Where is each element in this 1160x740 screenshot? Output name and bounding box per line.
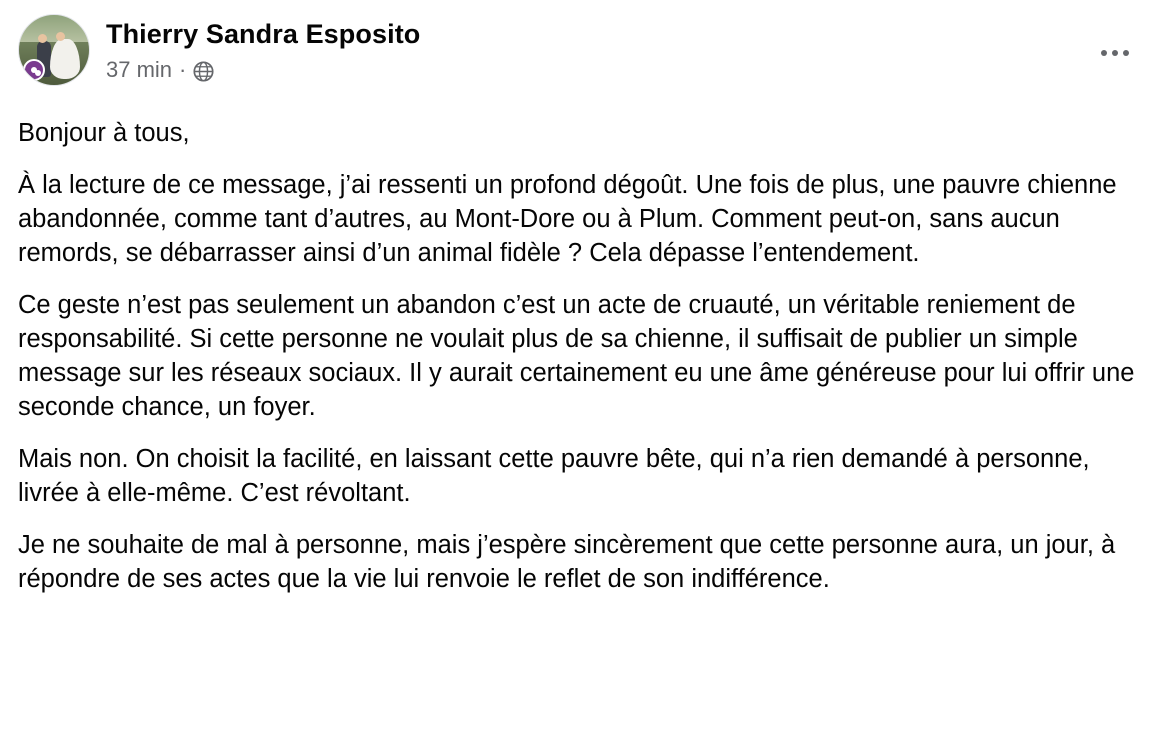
avatar[interactable]: [18, 14, 90, 86]
more-options-icon[interactable]: [1094, 32, 1136, 74]
more-options-dots: [1101, 50, 1129, 56]
author-name[interactable]: Thierry Sandra Esposito: [106, 19, 421, 49]
globe-icon[interactable]: [193, 61, 214, 82]
avatar-sky: [19, 15, 89, 44]
profile-badge-icon: [23, 59, 45, 81]
dot-1: [1101, 50, 1107, 56]
post-paragraph: Mais non. On choisit la facilité, en laissant cette pauvre bête, qui n’a rien demandé à personne, livrée à elle-même. C’est révoltant.: [18, 445, 1090, 507]
post-paragraph: Ce geste n’est pas seulement un abandon c’est un acte de cruauté, un véritable reniement de responsabilité. Si cette personne ne voulait plus de sa chienne, il suffisait de publier un simple message sur les réseaux sociaux. Il y aurait certainement eu une âme généreuse pour lui offrir une seconde chance, un foyer.: [18, 291, 1135, 421]
avatar-figure-bride: [50, 39, 80, 79]
post-paragraph: À la lecture de ce message, j’ai ressenti un profond dégoût. Une fois de plus, une pauvre chienne abandonnée, comme tant d’autres, au Mont-Dore ou à Plum. Comment peut-on, sans aucun remords, se débarrasser ainsi d’un animal fidèle ? Cela dépasse l’entendement.: [18, 171, 1117, 267]
avatar-head-left: [38, 34, 47, 43]
post-paragraph: Bonjour à tous,: [18, 119, 190, 147]
post-header: [18, 14, 1142, 98]
post-header-text: [106, 14, 420, 83]
dot-3: [1123, 50, 1129, 56]
post-meta: [106, 57, 420, 83]
post-paragraph: Je ne souhaite de mal à personne, mais j’espère sincèrement que cette personne aura, un jour, à répondre de ses actes que la vie lui renvoie le reflet de son indifférence.: [18, 531, 1116, 593]
meta-separator: ·: [179, 57, 187, 82]
post-body: [18, 116, 1142, 596]
post-timestamp[interactable]: 37 min: [106, 57, 173, 82]
dot-2: [1112, 50, 1118, 56]
